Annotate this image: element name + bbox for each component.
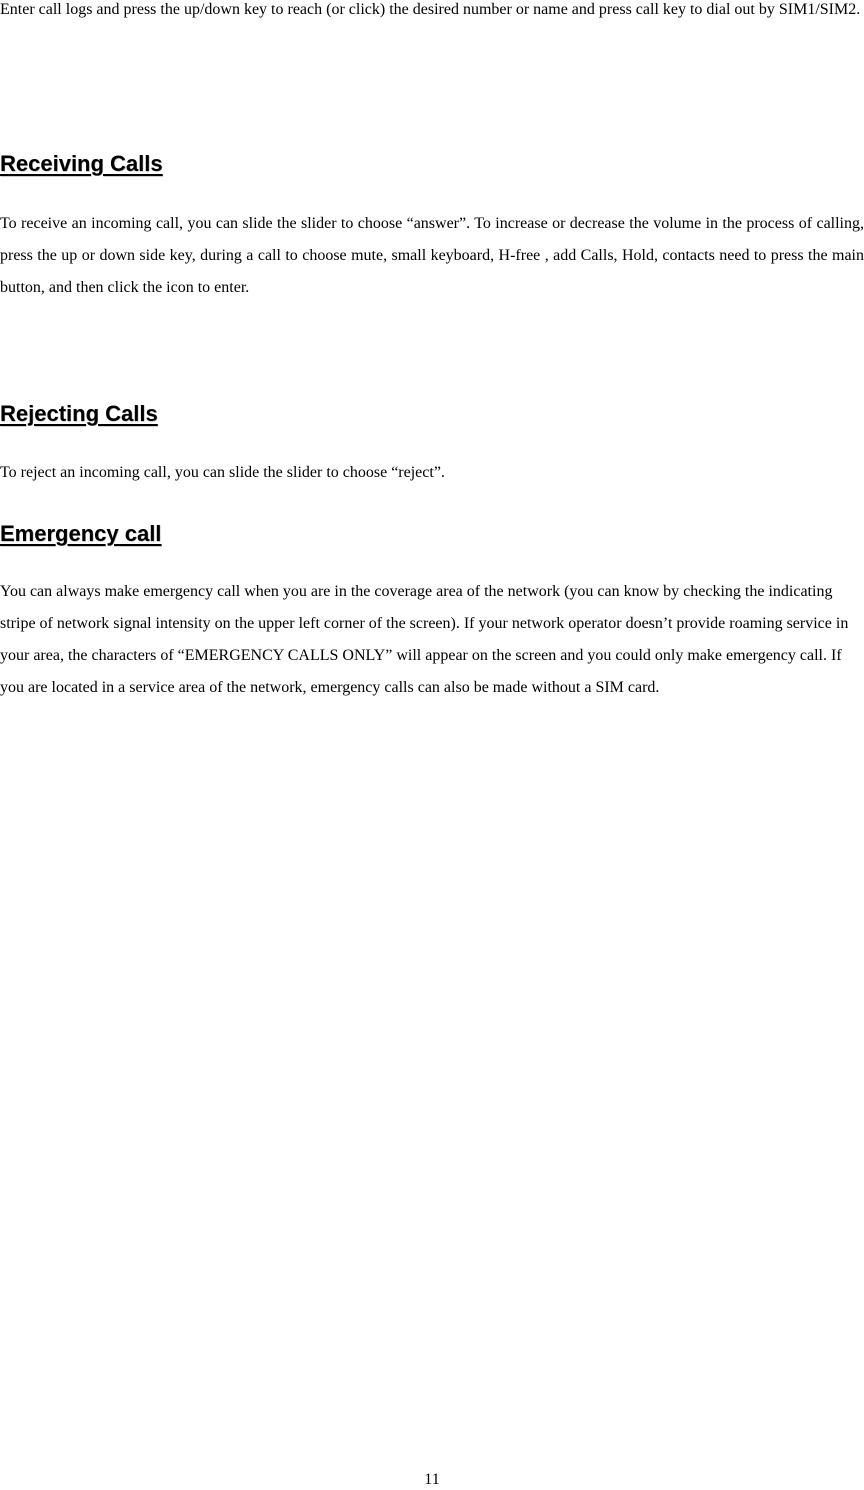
page-number: 11 bbox=[424, 1471, 440, 1488]
receiving-calls-paragraph: To receive an incoming call, you can slide the slider to choose “answer”. To increase or decrease the volume in the process of calling, press the up or down side key, during a call to choose mute, small keyboard, H-free , add Calls, Hold, contacts need to press the main button, and then click the icon to enter. bbox=[0, 215, 864, 296]
emergency-call-paragraph: You can always make emergency call when you are in the coverage area of the network (you can know by checking the indicating stripe of network signal intensity on the upper left corner of the screen). If your network operator doesn’t provide roaming service in your area, the characters of “EMERGENCY CALLS ONLY” will appear on the screen and you could only make emergency call. If you are located in a service area of the network, emergency calls can also be made without a SIM card. bbox=[0, 583, 849, 696]
receiving-calls-heading: Receiving Calls bbox=[0, 151, 163, 176]
rejecting-calls-paragraph: To reject an incoming call, you can slide the slider to choose “reject”. bbox=[0, 464, 445, 481]
intro-paragraph: Enter call logs and press the up/down key to reach (or click) the desired number or name and press call key to dial out by SIM1/SIM2. bbox=[0, 1, 861, 18]
rejecting-calls-heading: Rejecting Calls bbox=[0, 401, 158, 426]
emergency-call-heading: Emergency call bbox=[0, 521, 162, 546]
